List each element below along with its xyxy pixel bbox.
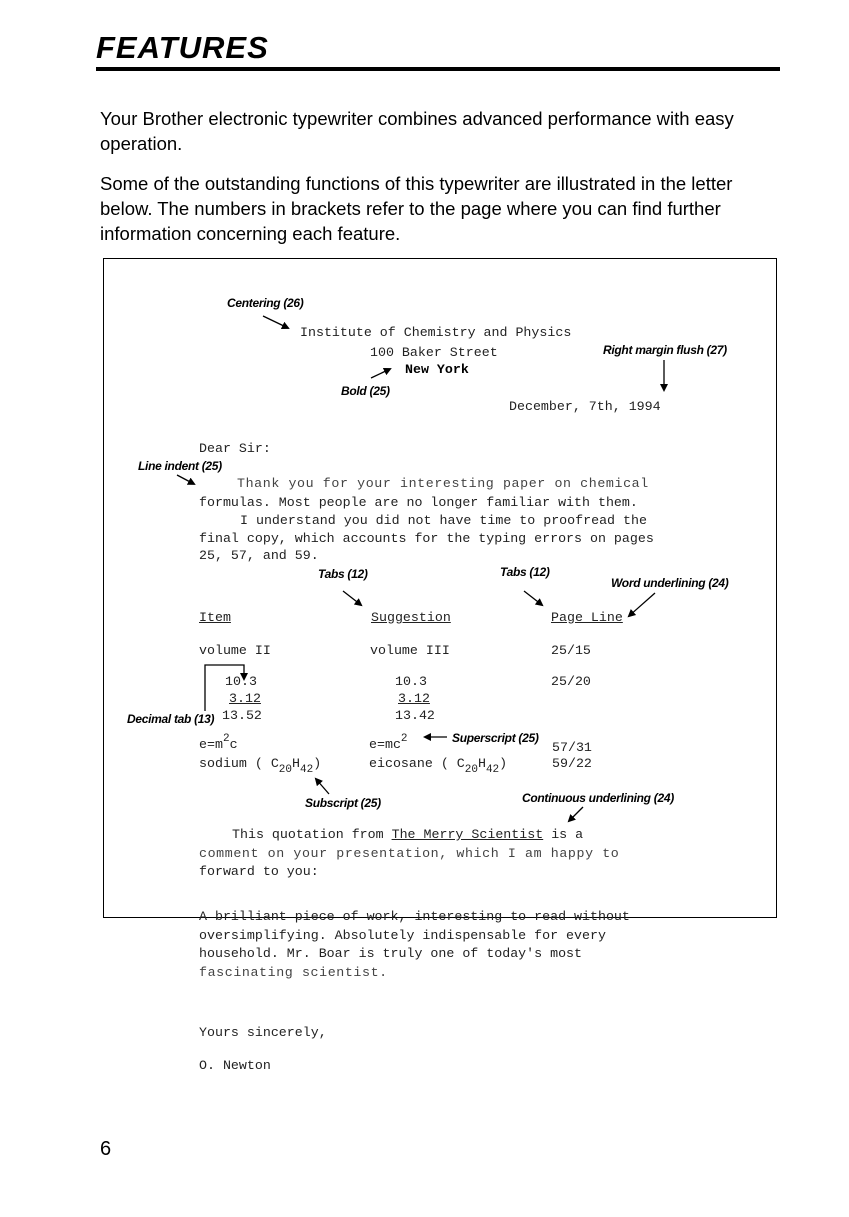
table-header-page-line: Page Line: [551, 610, 623, 625]
letter-closing: Yours sincerely,: [199, 1025, 327, 1040]
table-cell: volume II: [199, 643, 271, 658]
decimal-tab-bracket: [205, 665, 244, 711]
letter-para1-line-1: Thank you for your interesting paper on chemical: [237, 476, 649, 491]
letter-salutation: Dear Sir:: [199, 441, 271, 456]
annotation-line-indent: Line indent (25): [138, 459, 222, 473]
arrow-tabs-1: [343, 591, 361, 605]
table-header-suggestion: Suggestion: [371, 610, 451, 625]
intro-paragraph-1: Your Brother electronic typewriter combines advanced performance with easy operation.: [100, 108, 734, 154]
annotation-tabs-2: Tabs (12): [500, 565, 550, 579]
arrow-bold: [371, 369, 390, 378]
letter-para1-line-2: formulas. Most people are no longer familiar with them.: [199, 495, 638, 510]
annotation-superscript: Superscript (25): [452, 731, 539, 745]
underlined-book-title: The Merry Scientist: [391, 827, 544, 842]
intro-paragraph-2: Some of the outstanding functions of this typewriter are illustrated in the letter below. The numbers in brackets refer to the page where you can find further information concerning each feature.: [100, 173, 733, 244]
annotation-bold: Bold (25): [341, 384, 390, 398]
table-cell: 10.3: [395, 674, 427, 689]
table-cell-formula: sodium ( $C_{20}H_{42}$): [199, 756, 322, 776]
annotation-word-underlining: Word underlining (24): [611, 576, 729, 590]
page-number: 6: [100, 1138, 112, 1160]
table-cell: 59/22: [552, 756, 592, 771]
arrow-subscript: [316, 779, 329, 794]
arrow-line-indent: [177, 475, 194, 484]
annotation-tabs-1: Tabs (12): [318, 567, 368, 581]
letter-para2-line-2: forward to you:: [199, 864, 319, 879]
table-cell: 25/15: [551, 643, 591, 658]
letter-para1-line-5: 25, 57, and 59.: [199, 548, 319, 563]
letter-para3-line-1: A brilliant piece of work, interesting to read without: [199, 909, 630, 924]
letter-quote-line: This quotation from The Merry Scientist is a: [232, 827, 584, 842]
table-cell: 57/31: [552, 740, 592, 755]
table-cell: 3.12: [398, 691, 430, 706]
letter-para2-line-1: comment on your presentation, which I am happy to: [199, 846, 620, 861]
letter-address-line-1: Institute of Chemistry and Physics: [300, 325, 572, 340]
annotation-right-margin-flush: Right margin flush (27): [603, 343, 727, 357]
letter-date: December, 7th, 1994: [509, 399, 661, 414]
letter-para1-line-4: final copy, which accounts for the typing errors on pages: [199, 531, 654, 546]
annotation-subscript: Subscript (25): [305, 796, 381, 810]
table-cell: 13.42: [395, 708, 435, 723]
annotation-centering: Centering (26): [227, 296, 304, 310]
table-cell: 25/20: [551, 674, 591, 689]
arrow-centering: [263, 316, 288, 328]
table-cell-formula: eicosane ( $C_{20}H_{42}$): [369, 756, 508, 776]
table-cell-formula: $e=mc^2$: [369, 733, 408, 752]
letter-address-line-3: New York: [405, 362, 469, 377]
letter-para3-line-3: household. Mr. Boar is truly one of today's most: [199, 946, 583, 961]
letter-para3-line-4: fascinating scientist.: [199, 965, 388, 980]
arrow-tabs-2: [524, 591, 542, 605]
arrow-continuous-underlining: [569, 807, 583, 821]
table-cell: 3.12: [229, 691, 261, 706]
arrow-word-underlining: [629, 593, 655, 616]
page-title: FEATURES: [96, 30, 269, 65]
letter-para1-line-3: I understand you did not have time to proofread the: [240, 513, 647, 528]
table-cell-formula: $e=m^2c$: [199, 733, 238, 752]
letter-address-line-2: 100 Baker Street: [370, 345, 498, 360]
table-cell: 10.3: [225, 674, 257, 689]
table-cell: 13.52: [222, 708, 262, 723]
annotation-continuous-underlining: Continuous underlining (24): [522, 791, 674, 805]
annotation-decimal-tab: Decimal tab (13): [127, 712, 215, 726]
letter-signature: O. Newton: [199, 1058, 271, 1073]
table-cell: volume III: [370, 643, 450, 658]
letter-para3-line-2: oversimplifying. Absolutely indispensable for every: [199, 928, 606, 943]
table-header-item: Item: [199, 610, 231, 625]
